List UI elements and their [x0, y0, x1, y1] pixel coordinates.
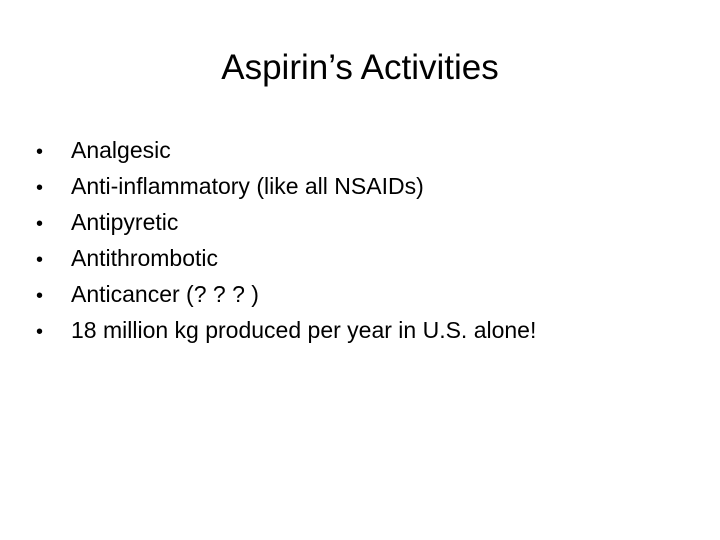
list-item-text: Antithrombotic: [71, 245, 219, 271]
list-item-text: Analgesic: [71, 137, 171, 163]
list-item-text: Anti-inflammatory (like all NSAIDs): [71, 173, 424, 199]
list-item-text: Antipyretic: [71, 209, 179, 235]
list-item: [36, 276, 696, 312]
list-item: [36, 240, 696, 276]
list-item: [36, 132, 696, 168]
list-item-text: 18 million kg produced per year in U.S. alone!: [71, 317, 537, 343]
slide-title: Aspirin’s Activities: [221, 48, 499, 87]
bullet-icon: •: [36, 285, 44, 307]
bullet-icon: •: [36, 321, 44, 343]
list-item-text: Anticancer (? ? ? ): [71, 281, 259, 307]
list-item: [36, 168, 696, 204]
bullet-icon: •: [36, 141, 44, 163]
list-item: [36, 204, 696, 240]
bullet-icon: •: [36, 213, 44, 235]
bullet-list: [36, 132, 696, 348]
list-item: [36, 312, 696, 348]
bullet-icon: •: [36, 177, 44, 199]
bullet-icon: •: [36, 249, 44, 271]
